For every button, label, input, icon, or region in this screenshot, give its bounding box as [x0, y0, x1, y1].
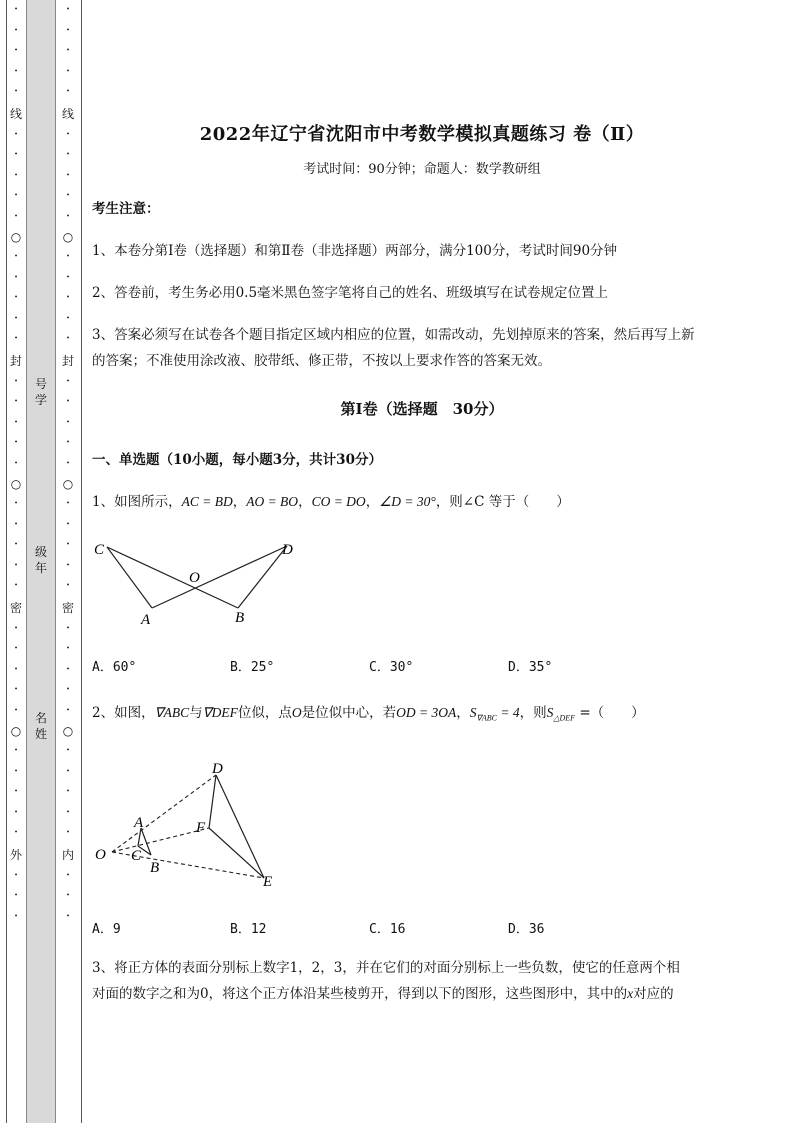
outer-dotted-seal-line — [6, 0, 26, 1123]
seal-dot: • — [66, 686, 70, 694]
q2-triangle-def: ∇DEF — [202, 705, 238, 720]
seal-dot: • — [66, 26, 70, 34]
q1-prefix: 1、如图所示， — [92, 494, 182, 510]
q2-ask: =（ ） — [575, 705, 645, 721]
point-d-label: D — [282, 542, 293, 558]
seal-dot: • — [66, 47, 70, 55]
seal-dot: • — [14, 829, 18, 837]
seal-dot: • — [14, 273, 18, 281]
notice-item-2: 2、答卷前，考生务必用0.5毫米黑色签字笔将自己的姓名、班级填写在试卷规定位置上 — [92, 285, 609, 301]
seal-dot: • — [14, 459, 18, 467]
seal-dot: • — [66, 335, 70, 343]
q1-figure — [92, 535, 312, 635]
seal-dot: • — [66, 871, 70, 879]
point-f-label: F — [196, 820, 206, 836]
seal-dot: • — [66, 665, 70, 673]
seal-dot: • — [14, 500, 18, 508]
seal-dot: • — [66, 459, 70, 467]
seal-dot: • — [66, 273, 70, 281]
seal-dot: • — [66, 171, 70, 179]
notice-item-3-cont: 的答案；不准使用涂改液、胶带纸、修正带，不按以上要求作答的答案无效。 — [92, 353, 551, 369]
seal-dot: • — [66, 624, 70, 632]
point-b-label: B — [235, 610, 245, 626]
outer-seal-char: 封 — [9, 353, 22, 368]
q1-cond-angle-d: ∠D = 30° — [379, 494, 436, 509]
q2-option-b[interactable]: B．12 — [230, 922, 267, 937]
q2-area-abc-sub: ∇ABC — [476, 713, 497, 723]
q2-option-a[interactable]: A．9 — [92, 922, 121, 937]
seal-dot: • — [66, 808, 70, 816]
question-1: 1、如图所示，AC = BD，AO = BO，CO = DO，∠D = 30°，则∠C 等于（ ） — [92, 494, 570, 510]
inner-seal-char: ○ — [62, 230, 74, 244]
notice-item-1: 1、本卷分第Ⅰ卷（选择题）和第Ⅱ卷（非选择题）两部分，满分100分，考试时间90分钟 — [92, 243, 618, 259]
seal-dot: • — [14, 871, 18, 879]
seal-dot: • — [14, 47, 18, 55]
segment-ca — [107, 547, 152, 608]
seal-dot: • — [14, 747, 18, 755]
q1-option-c[interactable]: C．30° — [369, 660, 414, 675]
seal-dot: • — [14, 788, 18, 796]
point-c-label: C — [131, 848, 142, 864]
seal-dot: • — [14, 706, 18, 714]
seal-dot: • — [14, 192, 18, 200]
point-c-label: C — [94, 542, 105, 558]
grade-label — [30, 544, 52, 576]
seal-dot: • — [14, 212, 18, 220]
seal-dot: • — [66, 561, 70, 569]
seal-dot: • — [66, 520, 70, 528]
seal-dot: • — [14, 582, 18, 590]
q3-text-b: 对应的 — [633, 986, 674, 1002]
seal-dot: • — [14, 808, 18, 816]
q2-figure — [92, 755, 292, 890]
q2-area-def-sub: △DEF — [553, 713, 576, 723]
inner-seal-char: ○ — [62, 477, 74, 491]
seal-dot: • — [14, 88, 18, 96]
q2-option-c[interactable]: C．16 — [369, 922, 406, 937]
notice-heading: 考生注意： — [92, 201, 160, 217]
seal-dot: • — [66, 130, 70, 138]
q3-variable-x: x — [627, 986, 634, 1001]
q2-with: 与 — [189, 705, 203, 721]
seal-dot: • — [66, 767, 70, 775]
seal-dot: • — [66, 747, 70, 755]
seal-dot: • — [66, 253, 70, 261]
seal-dot: • — [66, 582, 70, 590]
seal-dot: • — [14, 892, 18, 900]
point-a-label: A — [134, 815, 144, 831]
q2-prefix: 2、如图， — [92, 705, 155, 721]
seal-dot: • — [66, 500, 70, 508]
label-char: 级年 — [34, 545, 47, 575]
seal-dot: • — [66, 294, 70, 302]
seal-dot: • — [14, 418, 18, 426]
exam-title: 2022年辽宁省沈阳市中考数学模拟真题练习 卷（Ⅱ） — [199, 124, 645, 145]
seal-dot: • — [66, 212, 70, 220]
inner-dotted-seal-line — [58, 0, 78, 1123]
seal-dot: • — [66, 645, 70, 653]
q1-cond-ao-bo: AO = BO — [246, 494, 299, 509]
label-char: 号学 — [34, 377, 47, 407]
segment-de — [216, 775, 264, 878]
q2-area-abc-symbol: S — [469, 705, 477, 720]
seal-dot: • — [66, 192, 70, 200]
q1-ask: ，则∠C 等于（ ） — [435, 494, 570, 510]
outer-seal-char: 外 — [9, 847, 22, 862]
student-number-label — [30, 376, 52, 408]
q3-text-a: 对面的数字之和为0，将这个正方体沿某些棱剪开，得到以下的图形，这些图形中，其中的 — [92, 986, 628, 1002]
seal-dot: • — [14, 294, 18, 302]
seal-dot: • — [66, 788, 70, 796]
notice-item-3: 3、答案必须写在试卷各个题目指定区域内相应的位置，如需改动，先划掉原来的答案，然后再写上新 — [92, 327, 695, 343]
point-o-label: O — [189, 570, 200, 586]
seal-dot: • — [66, 67, 70, 75]
seal-dot: • — [14, 686, 18, 694]
seal-dot: • — [14, 561, 18, 569]
seal-dot: • — [66, 541, 70, 549]
outer-seal-char: ○ — [10, 230, 22, 244]
seal-dot: • — [14, 26, 18, 34]
q1-cond-co-do: CO = DO — [311, 494, 366, 509]
seal-dot: • — [14, 520, 18, 528]
question-3-line-1: 3、将正方体的表面分别标上数字1，2，3，并在它们的对面分别标上一些负数，使它的任意两个相 — [92, 960, 680, 976]
seal-dot: • — [14, 439, 18, 447]
exam-subtitle: 考试时间：90分钟；命题人：数学教研组 — [303, 162, 541, 177]
seal-dot: • — [14, 541, 18, 549]
point-e-label: E — [263, 874, 273, 890]
outer-seal-char: ○ — [10, 477, 22, 491]
point-o-label: O — [95, 847, 106, 863]
seal-dot: • — [14, 377, 18, 385]
seal-dot: • — [66, 892, 70, 900]
part-heading: 一、单选题（10小题，每小题3分，共计30分） — [92, 452, 382, 468]
q2-option-d[interactable]: D．36 — [508, 922, 545, 937]
ray-of — [112, 828, 209, 852]
seal-dot: • — [14, 151, 18, 159]
seal-dot: • — [14, 171, 18, 179]
seal-dot: • — [66, 151, 70, 159]
point-b-label: B — [150, 860, 160, 876]
segment-bd — [238, 546, 287, 608]
seal-dot: • — [14, 398, 18, 406]
seal-dot: • — [14, 253, 18, 261]
q1-option-d[interactable]: D．35° — [508, 660, 553, 675]
outer-seal-char: 密 — [9, 600, 22, 615]
section-title: 第Ⅰ卷（选择题 30分） — [340, 400, 504, 418]
q2-text-center: 是位似中心，若 — [301, 705, 397, 721]
seal-dot: • — [14, 314, 18, 322]
q2-area-def-symbol: S — [546, 705, 554, 720]
question-3-line-2 — [92, 981, 674, 1007]
q2-text-similar: 位似，点 — [237, 705, 292, 721]
q2-triangle-abc: ∇ABC — [154, 705, 190, 720]
q2-ratio: OD = 3OA — [396, 705, 457, 720]
seal-dot: • — [14, 130, 18, 138]
outer-seal-char: ○ — [10, 724, 22, 738]
seal-dot: • — [66, 912, 70, 920]
inner-seal-char: 线 — [61, 106, 74, 121]
question-2: 2、如图，∇ABC与∇DEF位似，点O是位似中心，若OD = 3OA，$S_{\nabla ABC} = 4$，则$S_{\triangle DEF}$ =（ ） — [92, 705, 645, 723]
q2-center-o: O — [291, 705, 302, 720]
segment-df — [209, 775, 216, 828]
seal-dot: • — [14, 624, 18, 632]
seal-dot: • — [66, 706, 70, 714]
seal-dot: • — [66, 439, 70, 447]
q2-area-abc-value: = 4 — [496, 705, 520, 720]
seal-dot: • — [14, 767, 18, 775]
q1-option-a[interactable]: A．60° — [92, 660, 137, 675]
seal-dot: • — [14, 6, 18, 14]
seal-dot: • — [66, 88, 70, 96]
seal-dot: • — [66, 314, 70, 322]
inner-seal-char: 密 — [61, 600, 74, 615]
seal-dot: • — [14, 645, 18, 653]
outer-seal-char: 线 — [9, 106, 22, 121]
seal-dot: • — [66, 418, 70, 426]
label-char: 名姓 — [34, 711, 47, 741]
q1-cond-ac-bd: AC = BD — [181, 494, 233, 509]
seal-dot: • — [66, 377, 70, 385]
seal-dot: • — [66, 829, 70, 837]
seal-dot: • — [14, 912, 18, 920]
ray-od — [112, 775, 216, 852]
inner-seal-char: ○ — [62, 724, 74, 738]
inner-seal-char: 封 — [61, 353, 74, 368]
seal-dot: • — [14, 335, 18, 343]
name-label — [30, 710, 52, 742]
point-a-label: A — [141, 612, 151, 628]
seal-dot: • — [66, 6, 70, 14]
inner-seal-char: 内 — [61, 847, 74, 862]
seal-dot: • — [66, 398, 70, 406]
point-d-label: D — [212, 761, 223, 777]
q1-option-b[interactable]: B．25° — [230, 660, 275, 675]
q2-text-then: ，则 — [519, 705, 547, 721]
seal-dot: • — [14, 665, 18, 673]
seal-dot: • — [14, 67, 18, 75]
